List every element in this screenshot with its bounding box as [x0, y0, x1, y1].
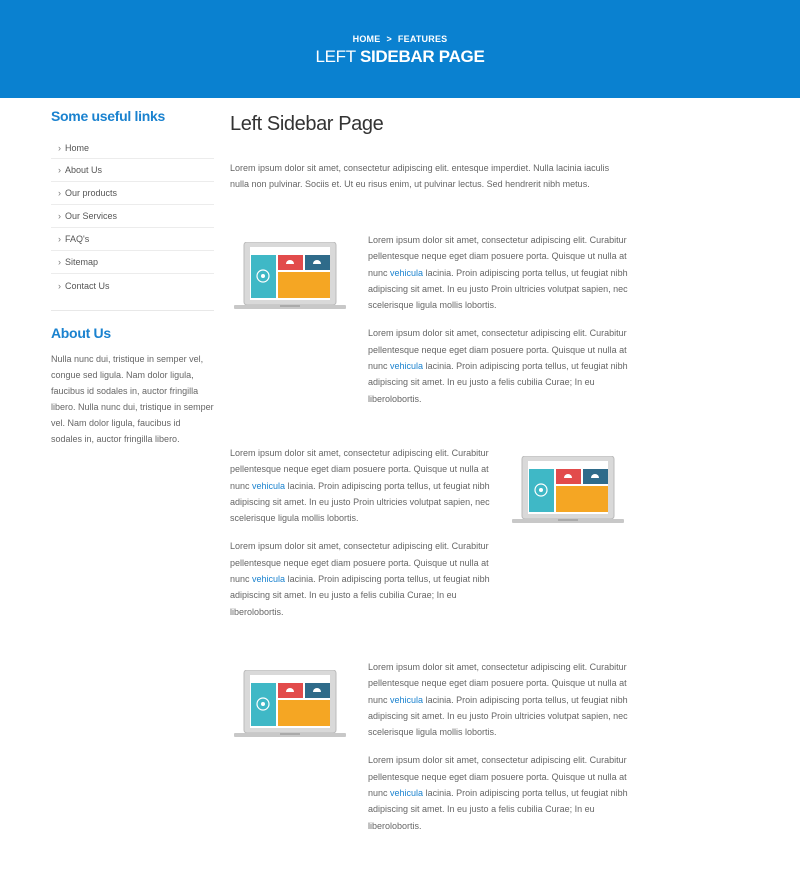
laptop-image	[234, 242, 346, 316]
left-sidebar	[51, 108, 214, 447]
sidebar-link-label: Sitemap	[65, 257, 99, 267]
chevron-right-icon: ›	[58, 143, 61, 153]
paragraph-text: lacinia. Proin adipiscing porta tellus, ut feugiat nibh adipiscing sit amet. In eu justo Proin ultricies volutpat sapien, nec scelerisque ligula mollis lobortis.	[368, 267, 628, 311]
paragraph-text: lacinia. Proin adipiscing porta tellus, ut feugiat nibh adipiscing sit amet. In eu justo Proin ultricies volutpat sapien, nec scelerisque ligula mollis lobortis.	[230, 480, 490, 524]
vehicula-link[interactable]: vehicula	[390, 694, 424, 705]
sidebar-link-label: About Us	[65, 165, 103, 175]
useful-links-list	[51, 138, 214, 297]
hero-title-bold: SIDEBAR PAGE	[359, 47, 485, 66]
paragraph	[230, 538, 492, 619]
laptop-image	[234, 670, 346, 744]
right-text-block-1	[368, 232, 630, 407]
vehicula-link[interactable]: vehicula	[390, 267, 424, 278]
sidebar-link-about-us[interactable]	[51, 159, 214, 182]
breadcrumb	[0, 34, 800, 44]
breadcrumb-home-link[interactable]: HOME	[352, 34, 381, 44]
sidebar-link-our-services[interactable]	[51, 205, 214, 228]
main-content	[230, 113, 630, 136]
chevron-right-icon: ›	[58, 280, 61, 291]
paragraph-text: Lorem ipsum dolor sit amet, consectetur adipiscing elit. Curabitur pellentesque neque eget diam posuere porta. Quisque ut nulla at nunc	[230, 541, 489, 585]
paragraph-text: lacinia. Proin adipiscing porta tellus, ut feugiat nibh adipiscing sit amet. In eu justo a felis cubilia Curae; In eu liberolobortis.	[230, 574, 490, 617]
page-hero-title	[0, 47, 800, 67]
sidebar-link-faqs[interactable]	[51, 228, 214, 251]
sidebar-link-home[interactable]	[51, 138, 214, 159]
laptop-illustration	[512, 456, 624, 530]
paragraph-text: Lorem ipsum dolor sit amet, consectetur adipiscing elit. Curabitur pellentesque neque eget diam posuere porta. Quisque ut nulla at nunc	[368, 755, 627, 799]
paragraph	[368, 659, 630, 740]
page-title: Left Sidebar Page	[230, 113, 384, 135]
paragraph	[368, 752, 630, 833]
hero-title-light: LEFT	[315, 47, 356, 66]
chevron-right-icon: >	[386, 34, 392, 44]
paragraph	[368, 325, 630, 406]
paragraph	[230, 445, 492, 526]
about-us-text: Nulla nunc dui, tristique in semper vel, congue sed ligula. Nam dolor ligula, faucibus id sodales in, auctor fringilla libero. Nulla nunc dui, tristique in semper vel. Nam dolor ligula, faucibus id sodales in, auctor fringilla libero.	[51, 354, 214, 444]
chevron-right-icon: ›	[58, 234, 61, 244]
paragraph-text: lacinia. Proin adipiscing porta tellus, ut feugiat nibh adipiscing sit amet. In eu justo a felis cubilia Curae; In eu liberolobortis.	[368, 361, 628, 404]
laptop-illustration	[234, 242, 346, 316]
intro-paragraph: Lorem ipsum dolor sit amet, consectetur adipiscing elit. entesque imperdiet. Nulla lacinia iaculis nulla non pulvinar. Sociis et. Ut eu risus enim, ut pulvinar lectus. Sed hendrerit nibh metus.	[230, 163, 610, 190]
vehicula-link[interactable]: vehicula	[252, 574, 286, 585]
paragraph-text: lacinia. Proin adipiscing porta tellus, ut feugiat nibh adipiscing sit amet. In eu justo Proin ultricies volutpat sapien, nec scelerisque ligula mollis lobortis.	[368, 694, 628, 738]
paragraph	[368, 232, 630, 313]
sidebar-link-label: FAQ's	[65, 234, 90, 244]
sidebar-link-our-products[interactable]	[51, 182, 214, 205]
vehicula-link[interactable]: vehicula	[390, 361, 424, 372]
breadcrumb-current: FEATURES	[397, 34, 448, 44]
chevron-right-icon: ›	[58, 211, 61, 221]
sidebar-link-label: Home	[65, 143, 90, 153]
page-hero	[0, 0, 800, 98]
sidebar-link-label: Our products	[65, 188, 118, 198]
about-us-heading: About Us	[51, 325, 111, 341]
paragraph-text: Lorem ipsum dolor sit amet, consectetur adipiscing elit. Curabitur pellentesque neque eget diam posuere porta. Quisque ut nulla at nunc	[230, 448, 489, 491]
vehicula-link[interactable]: vehicula	[390, 788, 424, 799]
sidebar-divider	[51, 310, 214, 311]
laptop-illustration	[234, 670, 346, 744]
chevron-right-icon: ›	[58, 165, 61, 175]
chevron-right-icon: ›	[58, 188, 61, 198]
right-text-block-3	[368, 659, 630, 834]
vehicula-link[interactable]: vehicula	[252, 480, 286, 491]
paragraph-text: lacinia. Proin adipiscing porta tellus, ut feugiat nibh adipiscing sit amet. In eu justo a felis cubilia Curae; In eu liberolobortis.	[368, 788, 628, 831]
paragraph-text: Lorem ipsum dolor sit amet, consectetur adipiscing elit. Curabitur pellentesque neque eget diam posuere porta. Quisque ut nulla at nunc	[368, 235, 627, 278]
sidebar-link-sitemap[interactable]	[51, 251, 214, 274]
left-text-block-2	[230, 445, 492, 620]
sidebar-link-label: Contact Us	[65, 280, 110, 291]
sidebar-link-contact-us[interactable]	[51, 274, 214, 297]
sidebar-link-label: Our Services	[65, 211, 118, 221]
chevron-right-icon: ›	[58, 257, 61, 267]
laptop-image	[512, 456, 624, 530]
paragraph-text: Lorem ipsum dolor sit amet, consectetur adipiscing elit. Curabitur pellentesque neque eget diam posuere porta. Quisque ut nulla at nunc	[368, 328, 627, 372]
paragraph-text: Lorem ipsum dolor sit amet, consectetur adipiscing elit. Curabitur pellentesque neque eget diam posuere porta. Quisque ut nulla at nunc	[368, 662, 627, 705]
useful-links-heading: Some useful links	[51, 108, 165, 124]
